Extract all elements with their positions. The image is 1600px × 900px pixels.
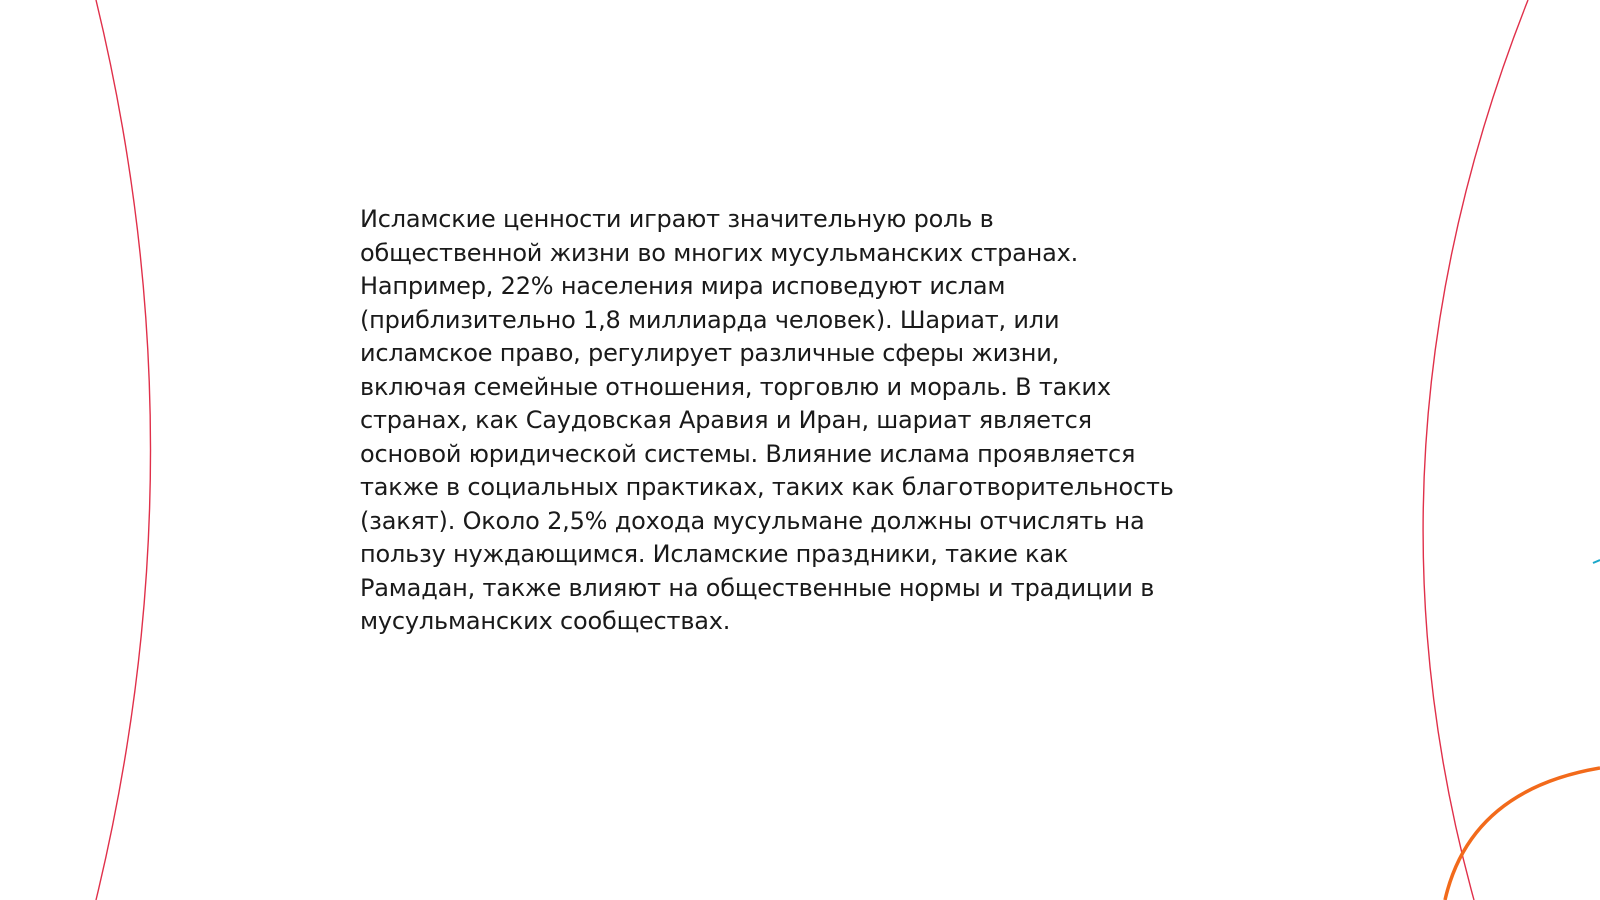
- right-curve-line: [1423, 0, 1528, 900]
- teal-accent: [1593, 560, 1600, 563]
- body-paragraph: Исламские ценности играют значительную роль в общественной жизни во многих мусульманских странах. Например, 22% населения мира исповедуют ислам (приблизительно 1,8 миллиарда человек). Шариат, или исламское право, регулирует различные сферы жизни, включая семейные отношения, торговлю и мораль. В таких странах, как Саудовская Аравия и Иран, шариат является основой юридической системы. Влияние ислама проявляется также в социальных практиках, таких как благотворительность (закят). Около 2,5% дохода мусульмане должны отчислять на пользу нуждающимся. Исламские праздники, такие как Рамадан, также влияют на общественные нормы и традиции в мусульманских сообществах.: [360, 205, 1174, 635]
- left-curve-line: [96, 0, 151, 900]
